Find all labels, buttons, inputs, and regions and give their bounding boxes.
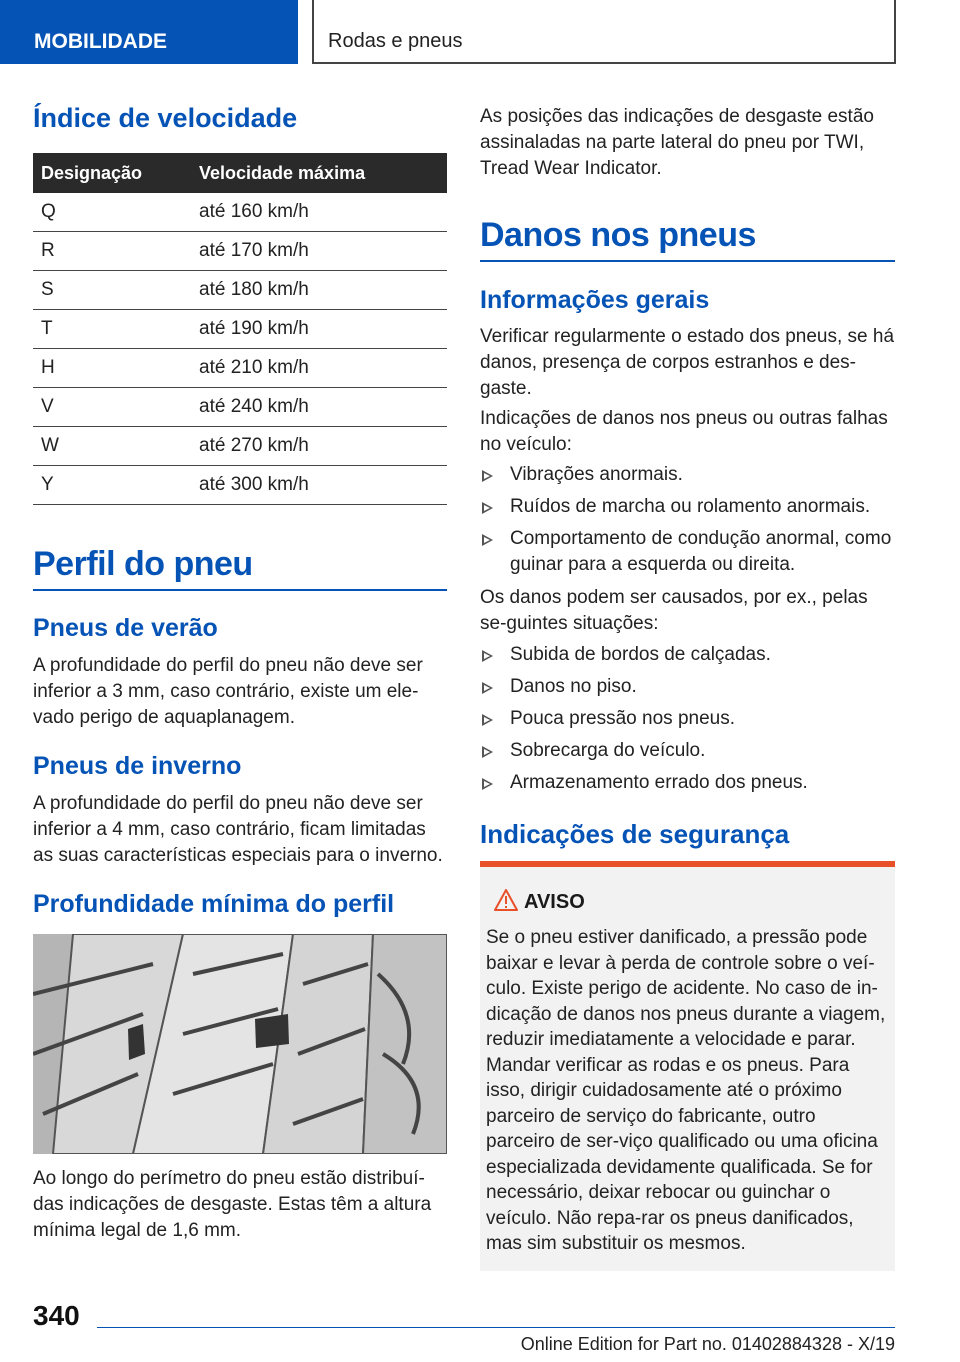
- warning-text: Se o pneu estiver danificado, a pressão pode baixar e levar à perda de controle sobre o veí-culo. Existe perigo de acidente. No caso de in-dicação de danos nos pneus durante a viagem, reduzir imediatamente a velocidade e parar. Mandar verificar as rodas e os pneus. Para isso, dirigir cuidadosamente até o próximo parceiro de serviço do fabricante, outro parceiro de ser-viço qualificado ou uma oficina especializada devidamente qualificada. Se for necessário, deixar rebocar ou guinchar o veículo. Não repa-rar os pneus danificados, mas sim substituir os mesmos.: [486, 927, 886, 1254]
- list-item: Pouca pressão nos pneus.: [480, 706, 895, 732]
- winter-text: A profundidade do perfil do pneu não deve ser inferior a 4 mm, caso contrário, ficam limitadas as suas características especiais para o inverno.: [33, 793, 443, 866]
- designation-cell: R: [33, 232, 191, 271]
- list-item: Ruídos de marcha ou rolamento anormais.: [480, 494, 895, 520]
- table-row: [33, 271, 447, 310]
- table-row: [33, 193, 447, 232]
- triangle-bullet-icon: [482, 778, 493, 790]
- list-item: Armazenamento errado dos pneus.: [480, 770, 895, 796]
- causes-text: Os danos podem ser causados, por ex., pelas se-guintes situações:: [480, 587, 868, 634]
- tread-title-rule: [33, 545, 447, 591]
- designation-cell: H: [33, 349, 191, 388]
- triangle-bullet-icon: [482, 534, 493, 546]
- designation-cell: V: [33, 388, 191, 427]
- winter-title: Pneus de inverno: [33, 752, 242, 780]
- speed-index-title: Índice de velocidade: [33, 103, 298, 133]
- triangle-bullet-icon: [482, 502, 493, 514]
- speed-cell: até 170 km/h: [191, 232, 447, 271]
- speed-cell: até 180 km/h: [191, 271, 447, 310]
- speed-index-table: [33, 153, 447, 505]
- min-depth-text: Ao longo do perímetro do pneu estão distribuí-das indicações de desgaste. Estas têm a altura mínima legal de 1,6 mm.: [33, 1168, 432, 1241]
- list-item: Danos no piso.: [480, 674, 895, 700]
- list-item: Vibrações anormais.: [480, 462, 895, 488]
- list-item: Comportamento de condução anormal, como guinar para a esquerda ou direita.: [480, 526, 895, 578]
- indications-list: [480, 462, 895, 578]
- damage-title: Danos nos pneus: [480, 216, 756, 254]
- designation-cell: Q: [33, 193, 191, 232]
- designation-cell: T: [33, 310, 191, 349]
- column-header-designation: Designação: [33, 153, 191, 193]
- triangle-bullet-icon: [482, 714, 493, 726]
- designation-cell: Y: [33, 466, 191, 505]
- indications-text: Indicações de danos nos pneus ou outras falhas no veículo:: [480, 408, 888, 455]
- speed-cell: até 190 km/h: [191, 310, 447, 349]
- damage-title-rule: [480, 216, 895, 262]
- triangle-bullet-icon: [482, 650, 493, 662]
- table-row: [33, 388, 447, 427]
- min-depth-title: Profundidade mínima do perfil: [33, 890, 395, 918]
- chapter-label: Rodas e pneus: [328, 30, 463, 52]
- triangle-bullet-icon: [482, 470, 493, 482]
- general-info-title: Informações gerais: [480, 286, 710, 314]
- speed-cell: até 270 km/h: [191, 427, 447, 466]
- speed-cell: até 240 km/h: [191, 388, 447, 427]
- triangle-bullet-icon: [482, 746, 493, 758]
- designation-cell: S: [33, 271, 191, 310]
- column-header-max-speed: Velocidade máxima: [191, 153, 447, 193]
- warning-triangle-icon: [494, 889, 518, 911]
- table-row: [33, 427, 447, 466]
- footer-rule: [97, 1327, 895, 1328]
- speed-cell: até 210 km/h: [191, 349, 447, 388]
- table-row: [33, 466, 447, 505]
- tread-title: Perfil do pneu: [33, 545, 253, 583]
- list-item: Subida de bordos de calçadas.: [480, 642, 895, 668]
- causes-list: [480, 642, 895, 796]
- warning-title: AVISO: [524, 891, 585, 913]
- section-tab: [0, 0, 298, 64]
- designation-cell: W: [33, 427, 191, 466]
- summer-text: A profundidade do perfil do pneu não deve ser inferior a 3 mm, caso contrário, existe um ele-vado perigo de aquaplanagem.: [33, 655, 423, 728]
- safety-title: Indicações de segurança: [480, 819, 790, 849]
- summer-title: Pneus de verão: [33, 614, 218, 642]
- tire-tread-illustration: [33, 934, 447, 1154]
- table-row: [33, 310, 447, 349]
- footer-edition: Online Edition for Part no. 01402884328 - X/19: [520, 1334, 895, 1354]
- warning-box: [480, 861, 895, 1271]
- table-row: [33, 349, 447, 388]
- table-row: [33, 232, 447, 271]
- page-number: 340: [33, 1300, 80, 1331]
- list-item: Sobrecarga do veículo.: [480, 738, 895, 764]
- general-info-text: Verificar regularmente o estado dos pneus, se há danos, presença de corpos estranhos e des-gaste.: [480, 326, 895, 399]
- table-header-row: [33, 153, 447, 193]
- speed-cell: até 300 km/h: [191, 466, 447, 505]
- section-label: MOBILIDADE: [34, 30, 167, 53]
- speed-cell: até 160 km/h: [191, 193, 447, 232]
- triangle-bullet-icon: [482, 682, 493, 694]
- chapter-tab: [312, 0, 896, 64]
- twi-text: As posições das indicações de desgaste estão assinaladas na parte lateral do pneu por TWI, Tread Wear Indicator.: [480, 106, 874, 179]
